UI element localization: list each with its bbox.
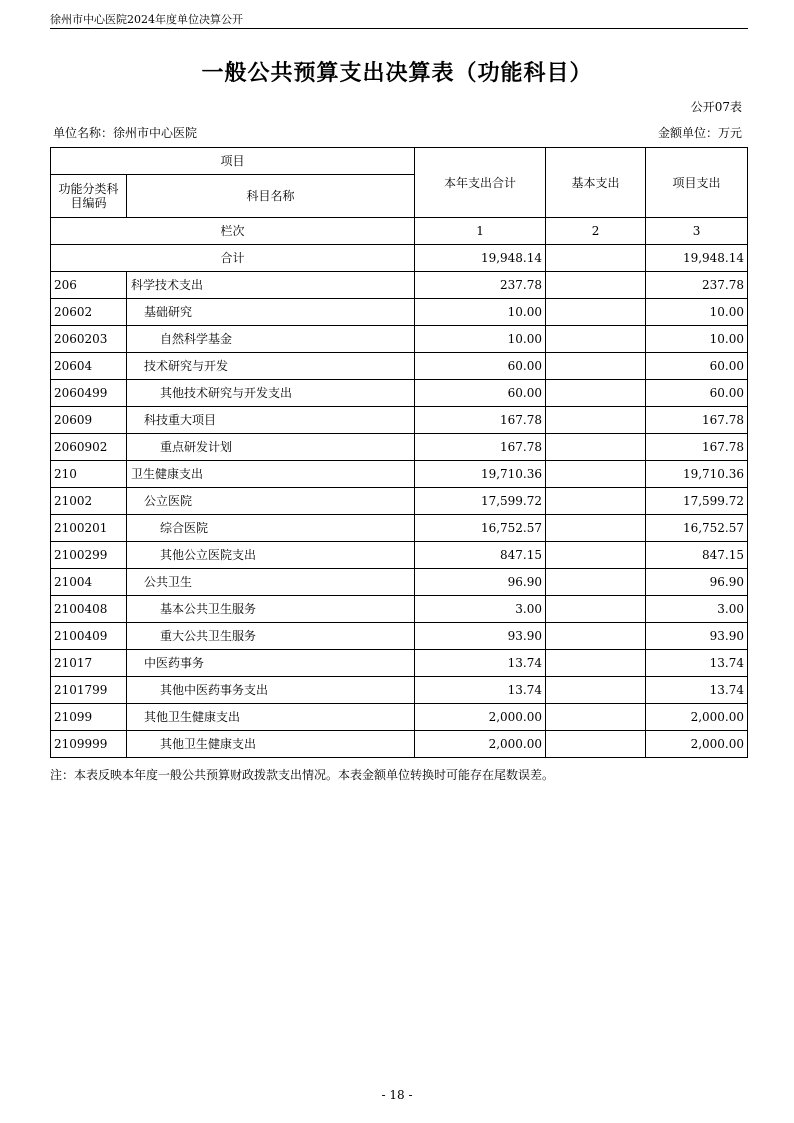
header-total: 本年支出合计 — [415, 148, 546, 218]
row-project: 10.00 — [646, 326, 748, 353]
row-project: 17,599.72 — [646, 488, 748, 515]
row-code: 20609 — [51, 407, 127, 434]
row-subject-name: 基本公共卫生服务 — [127, 596, 415, 623]
table-row — [51, 326, 748, 353]
row-basic — [546, 569, 646, 596]
header-subject-name: 科目名称 — [127, 175, 415, 218]
row-code: 21099 — [51, 704, 127, 731]
row-code: 2060203 — [51, 326, 127, 353]
row-code: 2100299 — [51, 542, 127, 569]
row-total: 16,752.57 — [415, 515, 546, 542]
row-subject-name: 科技重大项目 — [127, 407, 415, 434]
row-project: 3.00 — [646, 596, 748, 623]
row-basic — [546, 380, 646, 407]
row-project: 847.15 — [646, 542, 748, 569]
total-project: 19,948.14 — [646, 245, 748, 272]
row-project: 167.78 — [646, 434, 748, 461]
row-project: 167.78 — [646, 407, 748, 434]
row-code: 21002 — [51, 488, 127, 515]
row-project: 10.00 — [646, 299, 748, 326]
header-func-code: 功能分类科目编码 — [51, 175, 127, 218]
row-basic — [546, 542, 646, 569]
row-total: 167.78 — [415, 434, 546, 461]
row-basic — [546, 407, 646, 434]
row-basic — [546, 731, 646, 758]
row-total: 96.90 — [415, 569, 546, 596]
row-subject-name: 自然科学基金 — [127, 326, 415, 353]
row-total: 3.00 — [415, 596, 546, 623]
row-code: 2100409 — [51, 623, 127, 650]
page-number: - 18 - — [381, 1088, 413, 1102]
table-note: 注：本表反映本年度一般公共预算财政拨款支出情况。本表金额单位转换时可能存在尾数误差。 — [50, 768, 555, 782]
row-basic — [546, 434, 646, 461]
row-total: 10.00 — [415, 326, 546, 353]
table-row — [51, 488, 748, 515]
row-code: 2060902 — [51, 434, 127, 461]
row-total: 13.74 — [415, 650, 546, 677]
row-total: 167.78 — [415, 407, 546, 434]
row-subject-name: 科学技术支出 — [127, 272, 415, 299]
row-basic — [546, 272, 646, 299]
row-project: 13.74 — [646, 677, 748, 704]
row-subject-name: 技术研究与开发 — [127, 353, 415, 380]
table-row — [51, 380, 748, 407]
row-basic — [546, 353, 646, 380]
row-code: 2060499 — [51, 380, 127, 407]
table-row — [51, 677, 748, 704]
row-subject-name: 其他卫生健康支出 — [127, 731, 415, 758]
table-row — [51, 353, 748, 380]
row-project: 19,710.36 — [646, 461, 748, 488]
row-subject-name: 其他公立医院支出 — [127, 542, 415, 569]
total-amount: 19,948.14 — [415, 245, 546, 272]
row-project: 2,000.00 — [646, 731, 748, 758]
row-code: 21017 — [51, 650, 127, 677]
column-index-3: 3 — [646, 218, 748, 245]
row-code: 2101799 — [51, 677, 127, 704]
header-project: 项目 — [51, 148, 415, 175]
page-title: 一般公共预算支出决算表（功能科目） — [201, 60, 593, 86]
expenditure-table — [50, 147, 748, 758]
total-label: 合计 — [51, 245, 415, 272]
row-total: 19,710.36 — [415, 461, 546, 488]
row-total: 10.00 — [415, 299, 546, 326]
row-basic — [546, 461, 646, 488]
row-project: 2,000.00 — [646, 704, 748, 731]
row-basic — [546, 515, 646, 542]
table-row — [51, 461, 748, 488]
form-number: 公开07表 — [690, 100, 742, 114]
row-total: 60.00 — [415, 380, 546, 407]
row-code: 206 — [51, 272, 127, 299]
row-total: 847.15 — [415, 542, 546, 569]
total-row — [51, 245, 748, 272]
row-basic — [546, 650, 646, 677]
row-code: 20602 — [51, 299, 127, 326]
row-project: 60.00 — [646, 380, 748, 407]
header-basic: 基本支出 — [546, 148, 646, 218]
row-subject-name: 公共卫生 — [127, 569, 415, 596]
table-row — [51, 623, 748, 650]
row-total: 60.00 — [415, 353, 546, 380]
row-subject-name: 卫生健康支出 — [127, 461, 415, 488]
row-subject-name: 公立医院 — [127, 488, 415, 515]
row-basic — [546, 488, 646, 515]
table-row — [51, 407, 748, 434]
row-total: 2,000.00 — [415, 704, 546, 731]
row-project: 93.90 — [646, 623, 748, 650]
row-project: 16,752.57 — [646, 515, 748, 542]
row-subject-name: 重点研发计划 — [127, 434, 415, 461]
running-header: 徐州市中心医院2024年度单位决算公开 — [50, 13, 243, 26]
column-index-2: 2 — [546, 218, 646, 245]
row-project: 60.00 — [646, 353, 748, 380]
row-basic — [546, 677, 646, 704]
row-basic — [546, 596, 646, 623]
table-row — [51, 596, 748, 623]
row-subject-name: 综合医院 — [127, 515, 415, 542]
table-row — [51, 704, 748, 731]
table-row — [51, 569, 748, 596]
row-code: 21004 — [51, 569, 127, 596]
table-row — [51, 272, 748, 299]
row-project: 96.90 — [646, 569, 748, 596]
amount-unit: 金额单位：万元 — [657, 126, 742, 140]
header-divider — [50, 28, 748, 29]
table-row — [51, 731, 748, 758]
table-row — [51, 515, 748, 542]
row-code: 20604 — [51, 353, 127, 380]
row-subject-name: 其他卫生健康支出 — [127, 704, 415, 731]
table-row — [51, 650, 748, 677]
row-subject-name: 基础研究 — [127, 299, 415, 326]
header-project-expenditure: 项目支出 — [646, 148, 748, 218]
column-index-1: 1 — [415, 218, 546, 245]
row-total: 237.78 — [415, 272, 546, 299]
row-subject-name: 中医药事务 — [127, 650, 415, 677]
row-total: 2,000.00 — [415, 731, 546, 758]
column-index-label: 栏次 — [51, 218, 415, 245]
row-total: 93.90 — [415, 623, 546, 650]
row-basic — [546, 299, 646, 326]
row-basic — [546, 326, 646, 353]
row-code: 2100408 — [51, 596, 127, 623]
row-code: 210 — [51, 461, 127, 488]
row-total: 13.74 — [415, 677, 546, 704]
row-project: 13.74 — [646, 650, 748, 677]
table-row — [51, 542, 748, 569]
unit-name: 单位名称：徐州市中心医院 — [53, 126, 198, 140]
row-project: 237.78 — [646, 272, 748, 299]
row-subject-name: 重大公共卫生服务 — [127, 623, 415, 650]
row-code: 2100201 — [51, 515, 127, 542]
row-subject-name: 其他技术研究与开发支出 — [127, 380, 415, 407]
row-code: 2109999 — [51, 731, 127, 758]
row-basic — [546, 704, 646, 731]
row-total: 17,599.72 — [415, 488, 546, 515]
table-row — [51, 299, 748, 326]
row-basic — [546, 623, 646, 650]
total-basic — [546, 245, 646, 272]
row-subject-name: 其他中医药事务支出 — [127, 677, 415, 704]
table-row — [51, 434, 748, 461]
